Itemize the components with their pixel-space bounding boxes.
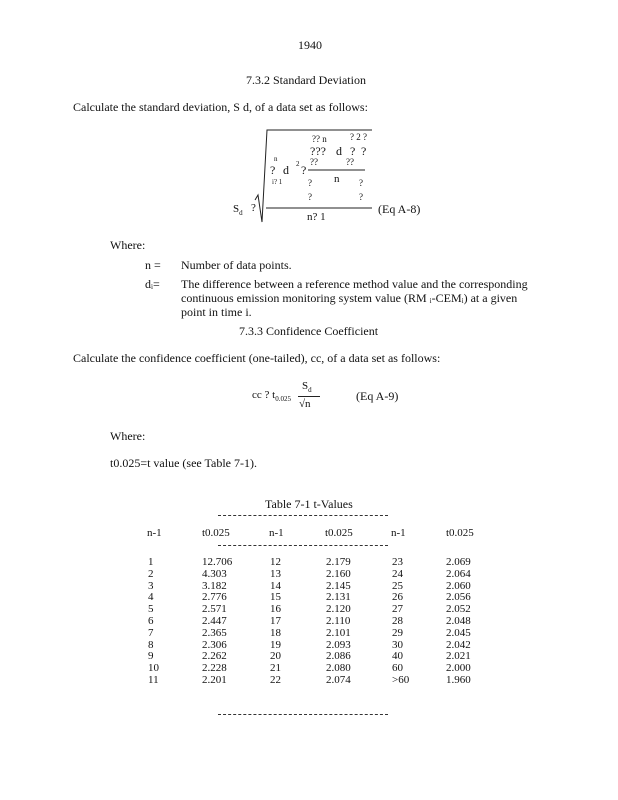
eq-a8-qmark: ? bbox=[301, 163, 307, 177]
table-col-n1-c bbox=[392, 557, 409, 687]
eq-a8-sum-upper: n bbox=[274, 155, 278, 163]
table-cell: 2.120 bbox=[326, 603, 351, 616]
table-cell: 2.201 bbox=[202, 673, 227, 686]
section-heading-confidence-coefficient: 7.3.3 Confidence Coefficient bbox=[239, 324, 379, 338]
table-cell: 29 bbox=[392, 626, 403, 639]
table-cell: 13 bbox=[270, 567, 281, 580]
table-bottom-rule bbox=[218, 714, 388, 715]
where-label-2: Where: bbox=[110, 429, 146, 443]
def-desc-n: Number of data points. bbox=[181, 258, 292, 272]
def-term-di: dᵢ= bbox=[145, 277, 160, 291]
eq-a8-qqq: ??? bbox=[310, 144, 326, 158]
table-cell: 2.571 bbox=[202, 603, 227, 616]
table-header-rule bbox=[218, 545, 388, 546]
table-cell: 12 bbox=[270, 556, 281, 568]
table-cell: 2.262 bbox=[202, 650, 227, 663]
eq-a8-brace-right2: ? bbox=[359, 192, 363, 202]
table-cell: 20 bbox=[270, 650, 281, 663]
table-header-n1-c: n-1 bbox=[391, 527, 406, 539]
table-cell: 14 bbox=[270, 579, 281, 592]
table-cell: 17 bbox=[270, 614, 281, 627]
eq-a8-inner-d: d bbox=[336, 144, 342, 158]
table-cell: 19 bbox=[270, 638, 281, 651]
table-cell: 18 bbox=[270, 626, 281, 639]
eq-a8-top-sq: ? 2 ? bbox=[350, 132, 367, 142]
table-cell: 23 bbox=[392, 556, 403, 568]
def-desc-di-line3: point in time i. bbox=[181, 305, 252, 319]
table-header-t-a: t0.025 bbox=[202, 527, 230, 539]
eq-a9-numerator: $S_d$ bbox=[302, 380, 312, 395]
table-cell: 2.776 bbox=[202, 591, 227, 604]
eq-a9-label: (Eq A-9) bbox=[356, 389, 399, 403]
table-cell: 2.365 bbox=[202, 626, 227, 639]
table-cell: 1 bbox=[148, 556, 154, 568]
eq-a8-sum-symbol: ? bbox=[270, 163, 276, 177]
table-cell: 2.086 bbox=[326, 650, 351, 663]
eq-a9-denominator: √n bbox=[299, 398, 311, 410]
def-desc-di bbox=[181, 277, 528, 319]
table-cell: 2.056 bbox=[446, 591, 471, 604]
table-cell: 2.060 bbox=[446, 579, 471, 592]
table-col-n1-b bbox=[270, 557, 281, 687]
t-value-note: t0.025=t value (see Table 7-1). bbox=[110, 456, 257, 470]
table-cell: 26 bbox=[392, 591, 403, 604]
eq-a8-di: d bbox=[283, 163, 289, 177]
table-cell: 2.228 bbox=[202, 662, 227, 675]
eq-a8-inner-n: n bbox=[334, 173, 340, 185]
table-cell: 3 bbox=[148, 579, 154, 592]
paragraph-standard-deviation: Calculate the standard deviation, S d, of a data set as follows: bbox=[73, 100, 368, 114]
where-label-1: Where: bbox=[110, 238, 146, 252]
section-heading-standard-deviation: 7.3.2 Standard Deviation bbox=[246, 73, 366, 87]
table-cell: 2.052 bbox=[446, 603, 471, 616]
table-cell: 2.080 bbox=[326, 662, 351, 675]
eq-a8-sd: $S_d$ bbox=[233, 203, 243, 218]
paragraph-confidence-coefficient: Calculate the confidence coefficient (one-tailed), cc, of a data set as follows: bbox=[73, 351, 441, 365]
table-cell: 40 bbox=[392, 650, 403, 663]
table-cell: 9 bbox=[148, 650, 154, 663]
eq-a8-top-mark: ?? n bbox=[312, 134, 327, 144]
table-col-n1-a bbox=[148, 557, 159, 687]
table-cell: 2.000 bbox=[446, 662, 471, 675]
table-cell: 2.021 bbox=[446, 650, 471, 663]
table-col-t-c bbox=[446, 557, 471, 687]
table-top-rule bbox=[218, 515, 388, 516]
eq-a8-sup2: 2 bbox=[296, 160, 300, 168]
eq-a8-equals: ? bbox=[251, 202, 256, 214]
def-desc-di-line1: The difference between a reference method value and the corresponding bbox=[181, 277, 528, 291]
table-cell: 8 bbox=[148, 638, 154, 651]
table-cell: 22 bbox=[270, 673, 281, 686]
table-cell: 25 bbox=[392, 579, 403, 592]
table-cell: 2.048 bbox=[446, 614, 471, 627]
table-cell: 5 bbox=[148, 603, 154, 616]
table-cell: 60 bbox=[392, 662, 403, 675]
def-term-n: n = bbox=[145, 258, 161, 272]
table-cell: 24 bbox=[392, 567, 403, 580]
table-title: Table 7-1 t-Values bbox=[265, 497, 353, 511]
table-cell: 2.045 bbox=[446, 626, 471, 639]
eq-a8-inner-q2: ? bbox=[361, 144, 367, 158]
table-cell: 2.110 bbox=[326, 614, 351, 627]
table-col-t-b bbox=[326, 557, 351, 687]
eq-a8-sum-lower: i? 1 bbox=[272, 178, 283, 186]
table-cell: 11 bbox=[148, 673, 159, 686]
def-desc-di-line2: continuous emission monitoring system value (RM ᵢ-CEMᵢ) at a given bbox=[181, 291, 518, 305]
table-cell: 2.069 bbox=[446, 556, 471, 568]
table-cell: >60 bbox=[392, 673, 410, 686]
table-cell: 3.182 bbox=[202, 579, 227, 592]
table-col-t-a bbox=[202, 557, 232, 687]
eq-a8-inner-q: ? bbox=[350, 144, 356, 158]
table-cell: 4 bbox=[148, 591, 154, 604]
table-header-n1-a: n-1 bbox=[147, 527, 162, 539]
table-cell: 2.306 bbox=[202, 638, 227, 651]
eq-a8-brace-left: ? bbox=[308, 178, 312, 188]
table-header-n1-b: n-1 bbox=[269, 527, 284, 539]
table-cell: 2.179 bbox=[326, 556, 351, 568]
table-cell: 21 bbox=[270, 662, 281, 675]
table-cell: 12.706 bbox=[202, 556, 233, 568]
table-cell: 15 bbox=[270, 591, 281, 604]
table-cell: 2.042 bbox=[446, 638, 471, 651]
eq-a9-lhs: cc ? $t_{0.025}$ bbox=[252, 389, 291, 404]
table-cell: 2.447 bbox=[202, 614, 227, 627]
table-cell: 6 bbox=[148, 614, 154, 627]
table-header-t-c: t0.025 bbox=[446, 527, 474, 539]
page-number: 1940 bbox=[298, 38, 322, 52]
eq-a8-qq-right: ?? bbox=[346, 157, 354, 167]
table-cell: 2.131 bbox=[326, 591, 351, 604]
eq-a9-fraction-bar bbox=[298, 396, 320, 397]
table-cell: 1.960 bbox=[446, 673, 471, 686]
eq-a8-qq: ?? bbox=[310, 157, 318, 167]
table-cell: 28 bbox=[392, 614, 403, 627]
table-cell: 2.064 bbox=[446, 567, 471, 580]
table-cell: 30 bbox=[392, 638, 403, 651]
table-cell: 16 bbox=[270, 603, 281, 616]
table-cell: 2 bbox=[148, 567, 154, 580]
table-cell: 7 bbox=[148, 626, 154, 639]
table-cell: 27 bbox=[392, 603, 403, 616]
eq-a8-label: (Eq A-8) bbox=[378, 202, 421, 216]
table-cell: 4.303 bbox=[202, 567, 227, 580]
eq-a8-brace-left2: ? bbox=[308, 192, 312, 202]
table-cell: 2.160 bbox=[326, 567, 351, 580]
table-cell: 10 bbox=[148, 662, 159, 675]
eq-a8-brace-right: ? bbox=[359, 178, 363, 188]
table-cell: 2.074 bbox=[326, 673, 351, 686]
table-cell: 2.093 bbox=[326, 638, 351, 651]
table-cell: 2.145 bbox=[326, 579, 351, 592]
table-header-t-b: t0.025 bbox=[325, 527, 353, 539]
table-cell: 2.101 bbox=[326, 626, 351, 639]
eq-a8-denominator: n? 1 bbox=[307, 211, 326, 223]
